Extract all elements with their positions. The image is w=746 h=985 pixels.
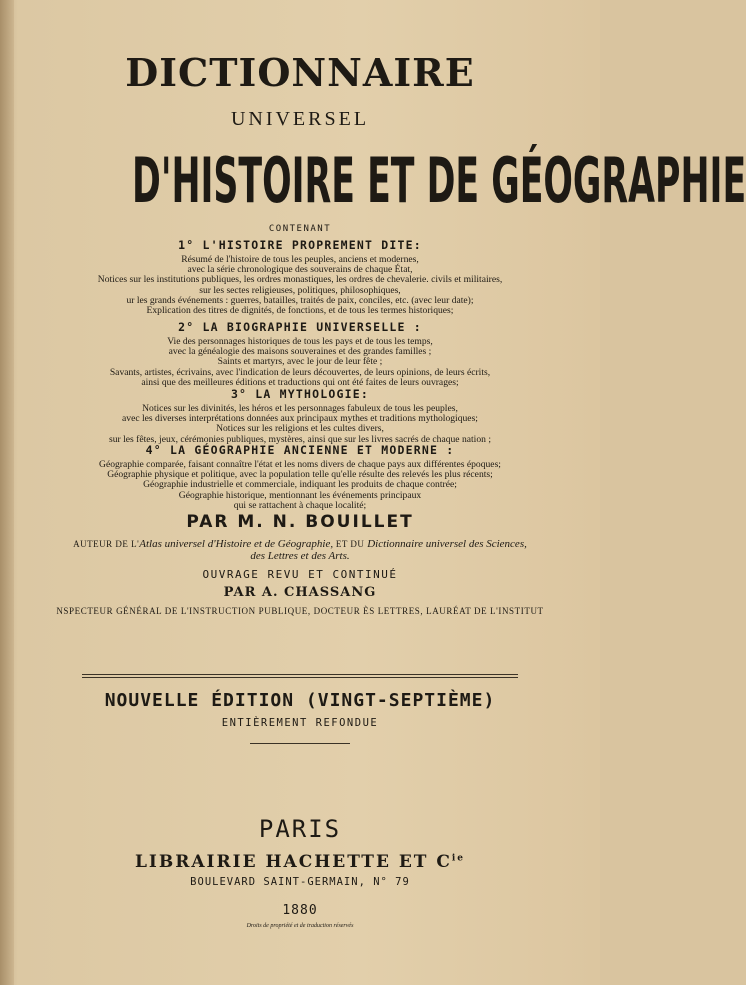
author-desc-mid: ET DU (333, 539, 368, 549)
section-line: Géographie historique, mentionnant les événements principaux (178, 489, 422, 501)
divider-rule (82, 674, 518, 675)
author-name: PAR M. N. BOUILLET (186, 512, 414, 532)
section-line: Saints et martyrs, avec le jour de leur fête ; (217, 356, 383, 368)
section-3 (0, 387, 600, 445)
imprint-city: PARIS (258, 815, 342, 843)
divider-rule (82, 677, 518, 678)
edition-title: NOUVELLE ÉDITION (VINGT-SEPTIÈME) (104, 690, 496, 711)
title-line-2: UNIVERSEL (230, 108, 370, 130)
reviser-title: NSPECTEUR GÉNÉRAL DE L'INSTRUCTION PUBLIQUE, DOCTEUR ÈS LETTRES, LAURÉAT DE L'INSTITUT (56, 606, 544, 616)
section-line: Géographie physique et politique, avec la population telle qu'elle résulte des relevés les plus récents; (107, 469, 493, 481)
author-desc-prefix: AUTEUR DE L' (73, 539, 140, 549)
title-line-1: DICTIONNAIRE (125, 50, 475, 95)
section-line: Notices sur les religions et les cultes divers, (216, 423, 384, 435)
title-line-3: D'HISTOIRE ET DE GÉOGRAPHIE (132, 144, 746, 217)
publisher-sup: ie (451, 853, 466, 864)
section-line: ur les grands événements : guerres, batailles, traités de paix, conciles, etc. (avec leur date); (126, 294, 474, 306)
imprint-publisher (0, 852, 600, 872)
short-rule (250, 743, 350, 744)
author-description (0, 538, 600, 562)
section-line: Géographie industrielle et commerciale, indiquant les produits de chaque contrée; (143, 479, 457, 491)
imprint-address: BOULEVARD SAINT-GERMAIN, N° 79 (190, 876, 410, 888)
section-line: ainsi que des meilleures éditions et traductions qui ont été faites de leurs ouvrages; (141, 376, 459, 388)
section-line: Résumé de l'histoire de tous les peuples, anciens et modernes, (181, 254, 419, 265)
section-line: qui se rattachent à chaque localité; (233, 499, 367, 511)
section-line: Vie des personnages historiques de tous les pays et de tous les temps, (167, 336, 433, 347)
section-line: sur les sectes religieuses, politiques, philosophiques, (199, 284, 401, 296)
publisher-name: LIBRAIRIE HACHETTE ET C (134, 852, 452, 872)
section-heading: 2° LA BIOGRAPHIE UNIVERSELLE : (178, 320, 422, 334)
rights-notice: Droits de propriété et de traduction réservés (246, 923, 354, 929)
section-line: Notices sur les institutions publiques, les ordres monastiques, les ordres de chevalerie. civils et militaires, (97, 274, 503, 286)
section-line: sur les fêtes, jeux, cérémonies publiques, mystères, ainsi que sur les livres sacrés de chaque nation ; (108, 433, 492, 445)
reviser-name: PAR A. CHASSANG (223, 585, 377, 600)
section-2 (0, 320, 600, 388)
section-line: Savants, artistes, écrivains, avec l'indication de leurs découvertes, de leurs opinions, de leurs écrits, (109, 366, 491, 378)
author-desc-atlas: Atlas universel d'Histoire et de Géographie, (139, 538, 334, 550)
section-heading: 1° L'HISTOIRE PROPREMENT DITE: (178, 238, 422, 252)
section-line: Explication des titres de dignités, de fonctions, et de tous les termes historiques; (146, 305, 454, 317)
contenant-label: CONTENANT (268, 224, 332, 234)
imprint-year: 1880 (282, 903, 318, 918)
section-1 (0, 238, 600, 316)
section-line: Géographie comparée, faisant connaître l'état et les noms divers de chaque pays aux différentes époques; (99, 459, 501, 470)
section-line: avec la généalogie des maisons souveraines et des grandes familles ; (168, 346, 432, 358)
edition-subtitle: ENTIÈREMENT REFONDUE (221, 717, 379, 729)
section-line: avec les diverses interprétations données aux principaux mythes et traditions mythologiques; (122, 413, 478, 425)
section-heading: 3° LA MYTHOLOGIE: (230, 387, 370, 401)
revision-label: OUVRAGE REVU ET CONTINUÉ (202, 568, 398, 581)
author-desc-dictionnaire: Dictionnaire universel des Sciences, (367, 538, 527, 550)
section-heading: 4° LA GÉOGRAPHIE ANCIENNE ET MODERNE : (145, 443, 455, 457)
section-4 (0, 443, 600, 511)
section-line: avec la série chronologique des souverains de chaque État, (187, 264, 413, 276)
author-desc-line2: des Lettres et des Arts. (250, 550, 350, 562)
section-line: Notices sur les divinités, les héros et les personnages fabuleux de tous les peuples, (142, 403, 458, 414)
